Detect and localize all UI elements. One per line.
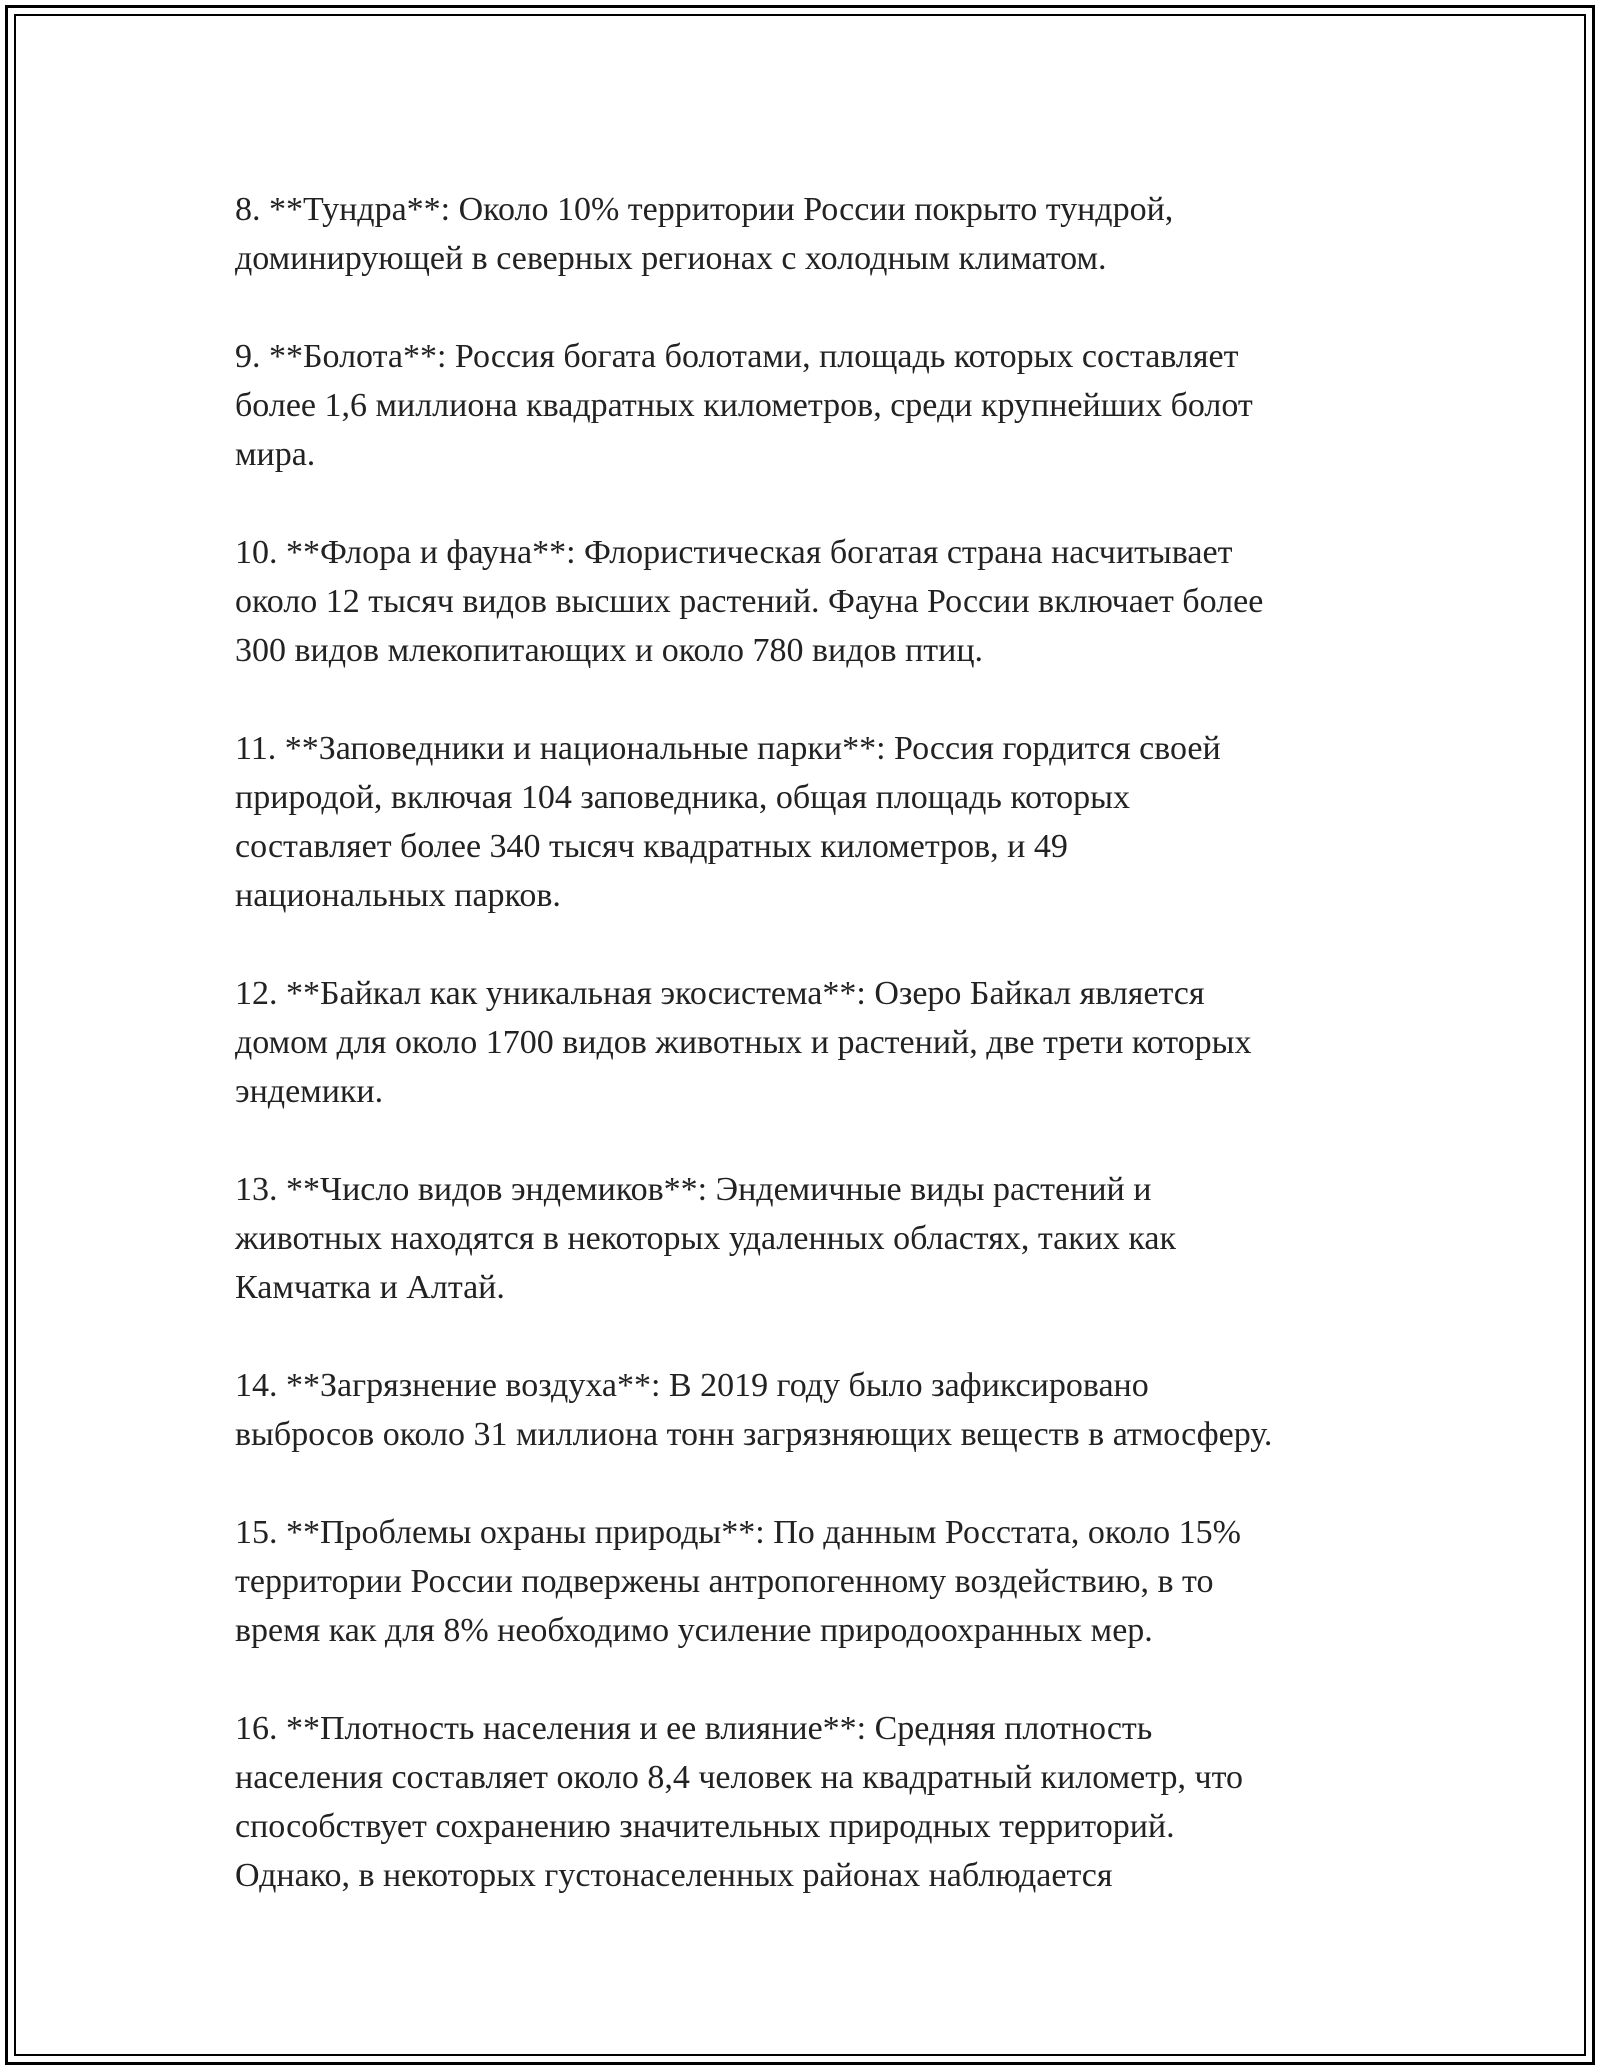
text-line: эндемики. bbox=[235, 1073, 384, 1110]
paragraph-nature-protection bbox=[235, 1508, 1395, 1655]
paragraph-flora-fauna bbox=[235, 528, 1395, 675]
text-line: около 12 тысяч видов высших растений. Фауна России включает более bbox=[235, 583, 1264, 620]
text-line: 11. **Заповедники и национальные парки**: Россия гордится своей bbox=[235, 730, 1221, 767]
text-line: 300 видов млекопитающих и около 780 видов птиц. bbox=[235, 632, 984, 669]
paragraph-reserves-parks bbox=[235, 724, 1395, 920]
text-line: 13. **Число видов эндемиков**: Эндемичные виды растений и bbox=[235, 1171, 1152, 1208]
text-line: природой, включая 104 заповедника, общая площадь которых bbox=[235, 779, 1130, 816]
paragraph-population-density bbox=[235, 1704, 1395, 1900]
text-line: способствует сохранению значительных природных территорий. bbox=[235, 1808, 1175, 1845]
paragraph-swamps bbox=[235, 332, 1395, 479]
text-line: выбросов около 31 миллиона тонн загрязняющих веществ в атмосферу. bbox=[235, 1416, 1273, 1453]
text-line: Однако, в некоторых густонаселенных районах наблюдается bbox=[235, 1857, 1113, 1894]
text-line: 9. **Болота**: Россия богата болотами, площадь которых составляет bbox=[235, 338, 1239, 375]
document-body bbox=[235, 185, 1395, 1949]
text-line: национальных парков. bbox=[235, 877, 561, 914]
text-line: мира. bbox=[235, 436, 316, 473]
text-line: 16. **Плотность населения и ее влияние**: Средняя плотность bbox=[235, 1710, 1153, 1747]
text-line: 8. **Тундра**: Около 10% территории России покрыто тундрой, bbox=[235, 191, 1174, 228]
text-line: территории России подвержены антропогенному воздействию, в то bbox=[235, 1563, 1214, 1600]
text-line: составляет более 340 тысяч квадратных километров, и 49 bbox=[235, 828, 1068, 865]
text-line: время как для 8% необходимо усиление природоохранных мер. bbox=[235, 1612, 1153, 1649]
text-line: более 1,6 миллиона квадратных километров, среди крупнейших болот bbox=[235, 387, 1253, 424]
text-line: 10. **Флора и фауна**: Флористическая богатая страна насчитывает bbox=[235, 534, 1233, 571]
text-line: домом для около 1700 видов животных и растений, две трети которых bbox=[235, 1024, 1252, 1061]
text-line: 14. **Загрязнение воздуха**: В 2019 году было зафиксировано bbox=[235, 1367, 1149, 1404]
text-line: Камчатка и Алтай. bbox=[235, 1269, 505, 1306]
text-line: животных находятся в некоторых удаленных областях, таких как bbox=[235, 1220, 1177, 1257]
paragraph-air-pollution bbox=[235, 1361, 1395, 1459]
text-line: 15. **Проблемы охраны природы**: По данным Росстата, около 15% bbox=[235, 1514, 1241, 1551]
text-line: доминирующей в северных регионах с холодным климатом. bbox=[235, 240, 1107, 277]
text-line: населения составляет около 8,4 человек на квадратный километр, что bbox=[235, 1759, 1243, 1796]
text-line: 12. **Байкал как уникальная экосистема**: Озеро Байкал является bbox=[235, 975, 1205, 1012]
paragraph-endemics bbox=[235, 1165, 1395, 1312]
paragraph-tundra bbox=[235, 185, 1395, 283]
paragraph-baikal bbox=[235, 969, 1395, 1116]
